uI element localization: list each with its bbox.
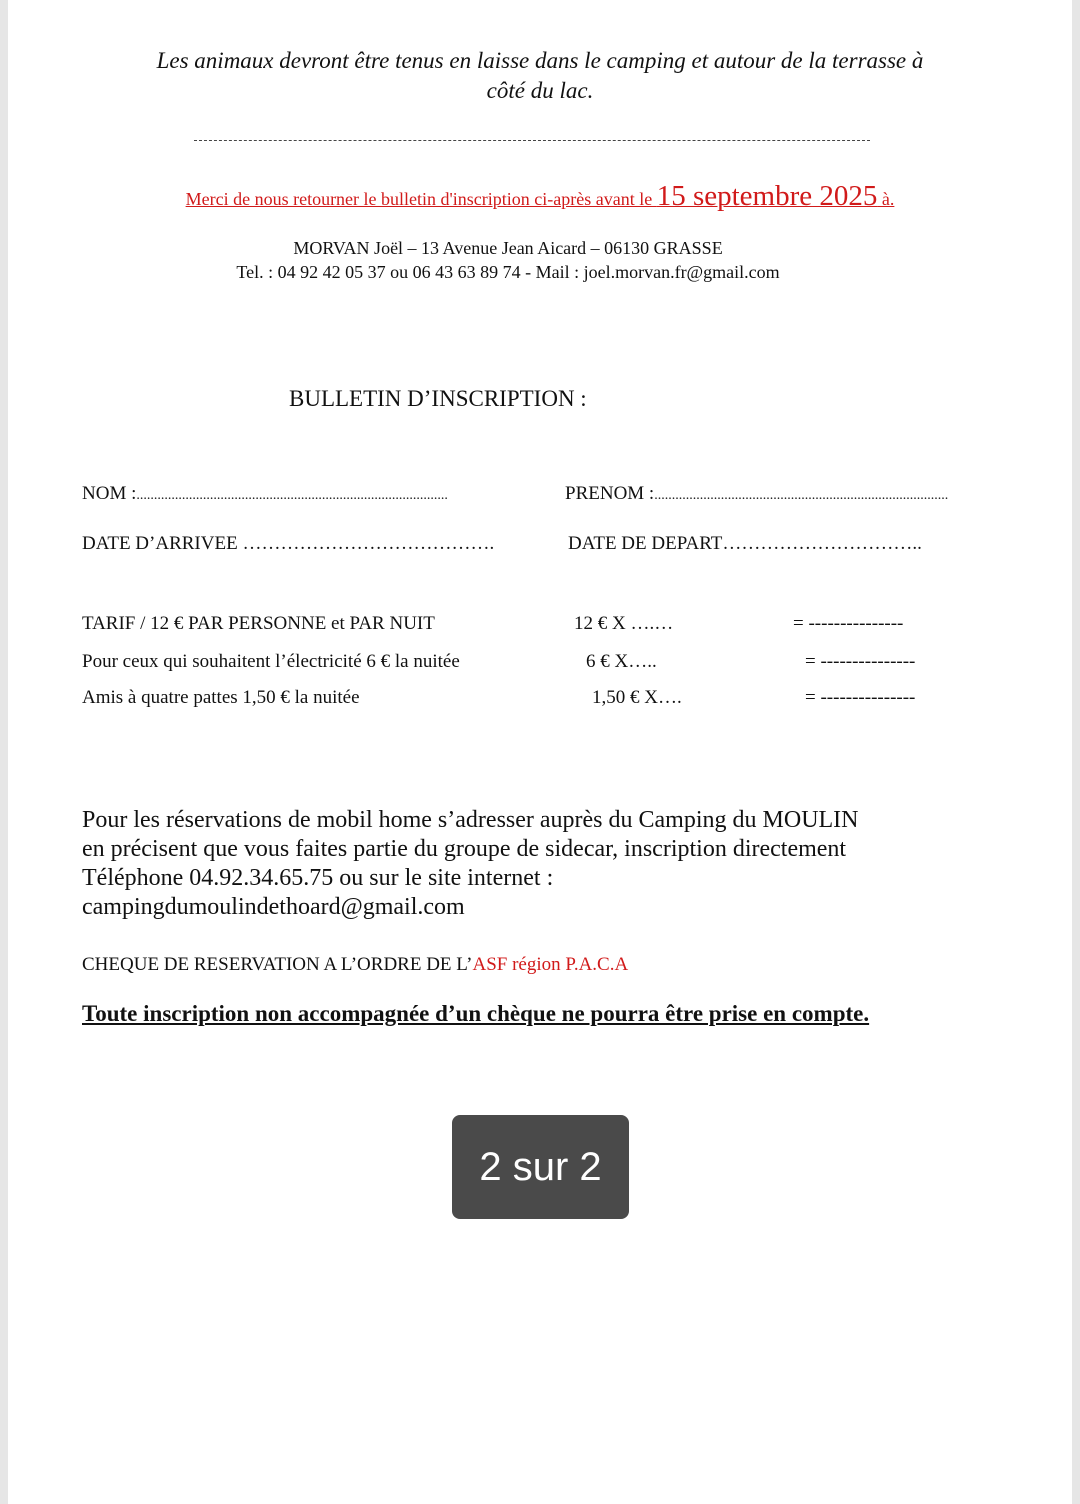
depart-label: DATE DE DEPART <box>568 533 723 554</box>
arrivee-label: DATE D’ARRIVEE <box>82 533 238 554</box>
return-deadline-text: Merci de nous retourner le bulletin d'inscription ci-après avant le <box>185 189 657 209</box>
page-indicator: 2 sur 2 <box>452 1115 629 1219</box>
contact-phone-mail: Tel. : 04 92 42 05 37 ou 06 43 63 89 74 - Mail : joel.morvan.fr@gmail.com <box>236 262 780 282</box>
mobil-home-line1: Pour les réservations de mobil home s’adresser auprès du Camping du MOULIN <box>82 807 859 833</box>
nom-field <box>82 483 448 505</box>
electricity-row-label: Pour ceux qui souhaitent l’électricité 6 € la nuitée <box>82 651 460 672</box>
prenom-label: PRENOM : <box>565 483 655 504</box>
document-page <box>8 0 1072 1504</box>
pets-notice-line2: côté du lac. <box>486 78 594 103</box>
depart-field <box>568 533 922 555</box>
pets-row-calc: 1,50 € X…. <box>592 687 682 708</box>
cheque-warning: Toute inscription non accompagnée d’un chèque ne pourra être prise en compte. <box>82 1001 870 1026</box>
tarif-row-calc: 12 € X ….… <box>574 613 674 634</box>
mobil-home-line2: en précisent que vous faites partie du groupe de sidecar, inscription directement <box>82 836 847 862</box>
electricity-row-calc: 6 € X….. <box>586 651 657 672</box>
arrivee-dots: …………………………………. <box>237 533 495 554</box>
electricity-row-result: = --------------- <box>805 651 916 672</box>
prenom-dots: .................................................................................... <box>654 488 949 503</box>
mobil-home-line3: Téléphone 04.92.34.65.75 ou sur le site internet : <box>82 865 554 891</box>
depart-dots: ………………………….. <box>722 533 922 554</box>
mobil-home-paragraph <box>82 806 859 922</box>
pets-row-result: = --------------- <box>805 687 916 708</box>
contact-block <box>8 236 1008 284</box>
nom-dots: ......................................................................................... <box>136 488 448 503</box>
return-deadline-suffix: à. <box>877 189 895 209</box>
pets-row-label: Amis à quatre pattes 1,50 € la nuitée <box>82 687 360 708</box>
contact-address: MORVAN Joël – 13 Avenue Jean Aicard – 06130 GRASSE <box>293 238 723 258</box>
dashed-separator <box>194 140 870 141</box>
cheque-org: ASF région P.A.C.A <box>472 954 629 975</box>
tarif-row-label: TARIF / 12 € PAR PERSONNE et PAR NUIT <box>82 613 435 634</box>
tarif-row-result: = --------------- <box>793 613 904 634</box>
pets-notice <box>8 46 1072 106</box>
cheque-instruction <box>82 954 628 976</box>
return-deadline-notice <box>8 180 1072 213</box>
deadline-date: 15 septembre 2025 <box>656 180 878 212</box>
pets-notice-line1: Les animaux devront être tenus en laisse dans le camping et autour de la terrasse à <box>156 48 924 73</box>
mobil-home-email: campingdumoulindethoard@gmail.com <box>82 894 465 920</box>
form-title: BULLETIN D’INSCRIPTION : <box>289 386 587 411</box>
nom-label: NOM : <box>82 483 137 504</box>
arrivee-field <box>82 533 494 555</box>
cheque-text: CHEQUE DE RESERVATION A L’ORDRE DE L’ <box>82 954 473 975</box>
prenom-field <box>565 483 948 505</box>
